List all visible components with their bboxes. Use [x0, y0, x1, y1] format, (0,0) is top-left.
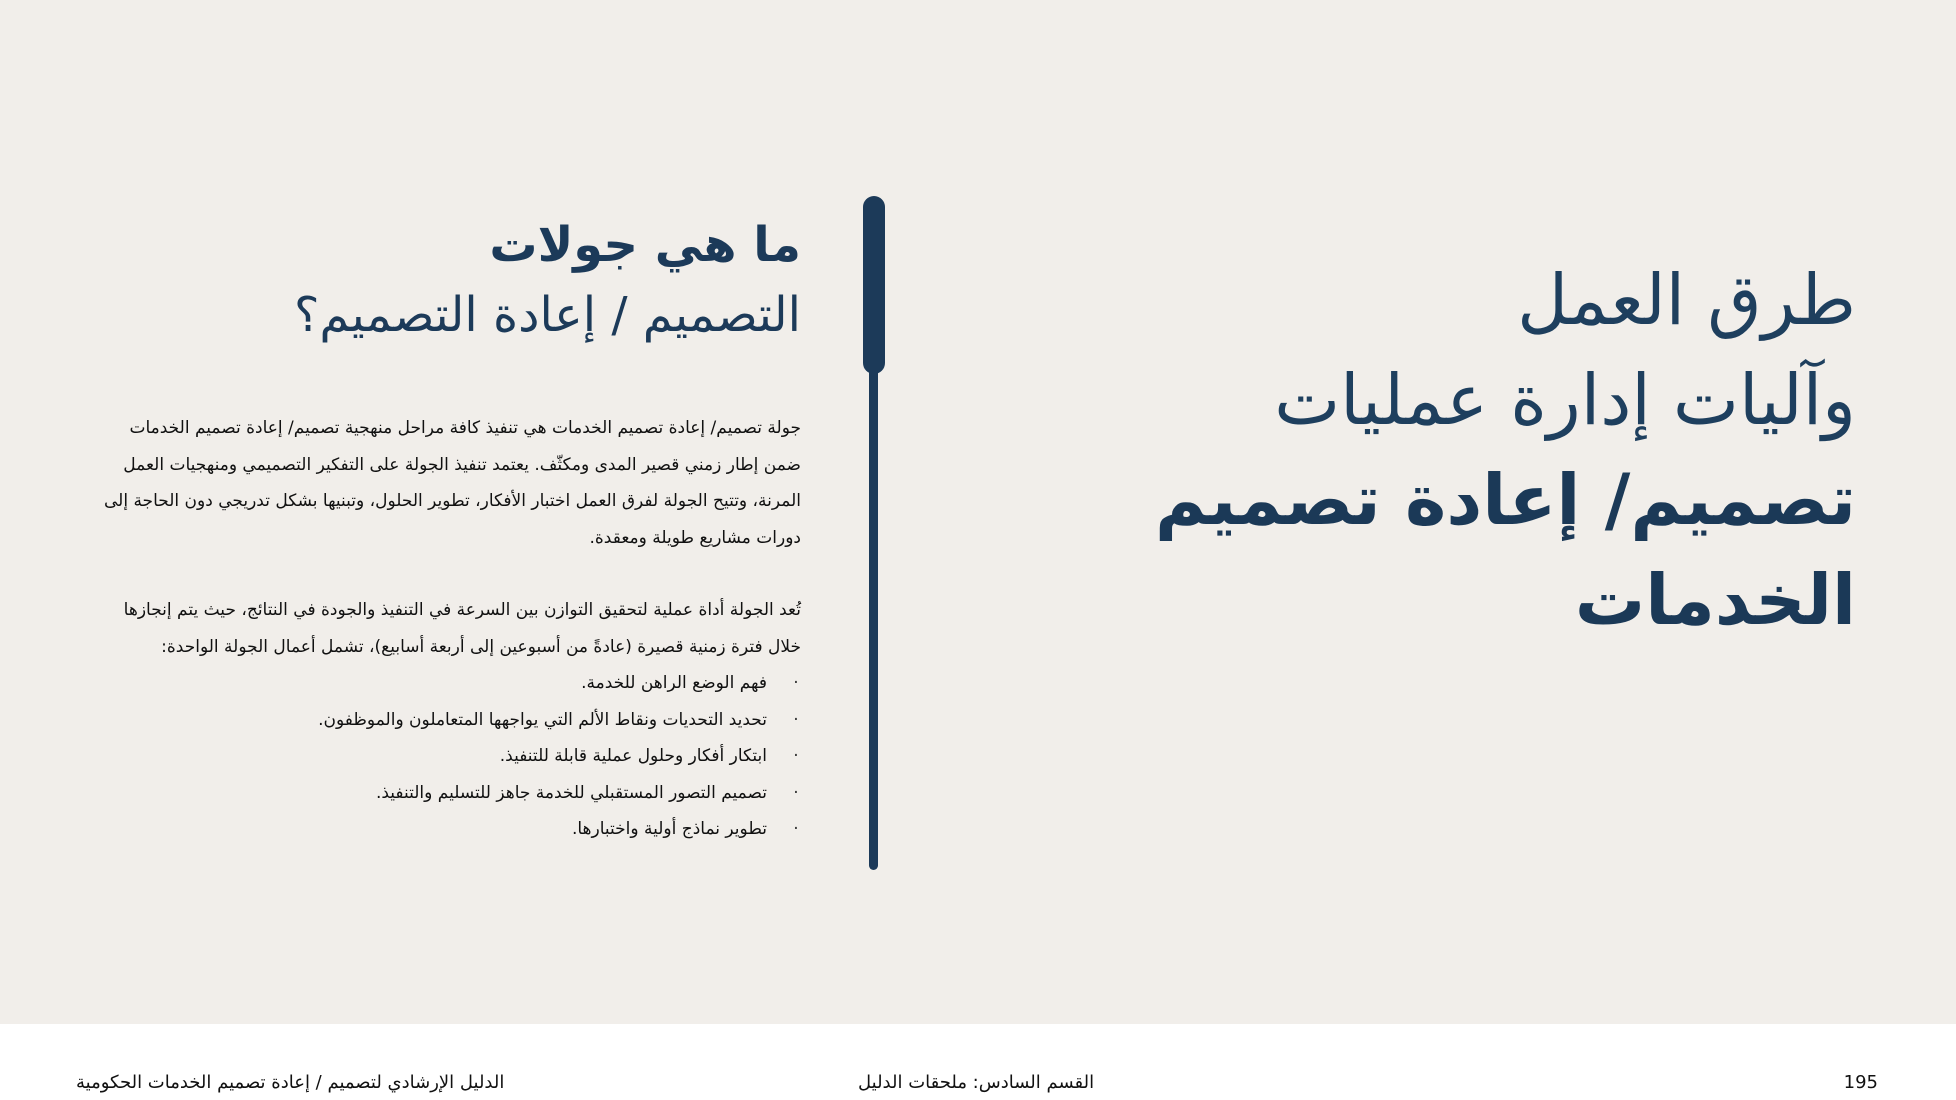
page-number: 195	[1843, 1072, 1878, 1093]
content-column	[101, 210, 801, 848]
main-heading-line-1: طرق العمل	[1517, 259, 1856, 341]
main-heading-line-2: وآليات إدارة عمليات	[1274, 359, 1856, 441]
paragraph-2: تُعد الجولة أداة عملية لتحقيق التوازن بين السرعة في التنفيذ والجودة في النتائج، حيث يتم إنجازها خلال فترة زمنية قصيرة (عادةً من أسبوعين إلى أربعة أسابيع)، تشمل أعمال الجولة الواحدة:	[123, 600, 801, 657]
section-heading	[101, 210, 801, 350]
body-text	[101, 410, 801, 848]
list-item-text: تحديد التحديات ونقاط الألم التي يواجهها المتعاملون والموظفون.	[318, 709, 767, 730]
bullet-list	[101, 665, 801, 848]
main-heading-line-3: تصميم/ إعادة تصميم	[1155, 459, 1856, 541]
footer-section-label: القسم السادس: ملحقات الدليل	[858, 1072, 1095, 1093]
list-item	[101, 702, 801, 739]
list-item	[101, 811, 801, 848]
vertical-divider	[868, 196, 878, 870]
list-item-text: تصميم التصور المستقبلي للخدمة جاهز للتسليم والتنفيذ.	[375, 782, 767, 803]
footer-guide-title: الدليل الإرشادي لتصميم / إعادة تصميم الخدمات الحكومية	[76, 1072, 505, 1093]
divider-accent-bar	[863, 196, 885, 374]
section-heading-line-1: ما هي جولات	[489, 217, 801, 273]
page-footer	[0, 1024, 1956, 1100]
list-item	[101, 738, 801, 775]
list-item	[101, 775, 801, 812]
main-heading-line-4: الخدمات	[1574, 559, 1856, 641]
list-item-text: فهم الوضع الراهن للخدمة.	[581, 673, 767, 693]
bullet-dot-icon: ·	[793, 746, 799, 766]
bullet-dot-icon: ·	[793, 709, 799, 730]
bullet-dot-icon: ·	[793, 782, 799, 803]
section-heading-line-2: التصميم / إعادة التصميم؟	[293, 287, 801, 343]
list-item	[101, 665, 801, 702]
bullet-dot-icon: ·	[793, 673, 799, 693]
divider-line	[869, 346, 878, 870]
main-heading	[1096, 250, 1856, 650]
list-item-text: ابتكار أفكار وحلول عملية قابلة للتنفيذ.	[499, 746, 767, 766]
paragraph-1: جولة تصميم/ إعادة تصميم الخدمات هي تنفيذ كافة مراحل منهجية تصميم/ إعادة تصميم الخدمات ضمن إطار زمني قصير المدى ومكثّف. يعتمد تنفيذ الجولة على التفكير التصميمي ومنهجيات العمل المرنة، وتتيح الجولة لفرق العمل اختبار الأفكار، تطوير الحلول، وتبنيها بشكل تدريجي دون الحاجة إلى دورات مشاريع طويلة ومعقدة.	[103, 418, 801, 548]
bullet-dot-icon: ·	[793, 819, 799, 839]
list-item-text: تطوير نماذج أولية واختبارها.	[571, 819, 767, 839]
